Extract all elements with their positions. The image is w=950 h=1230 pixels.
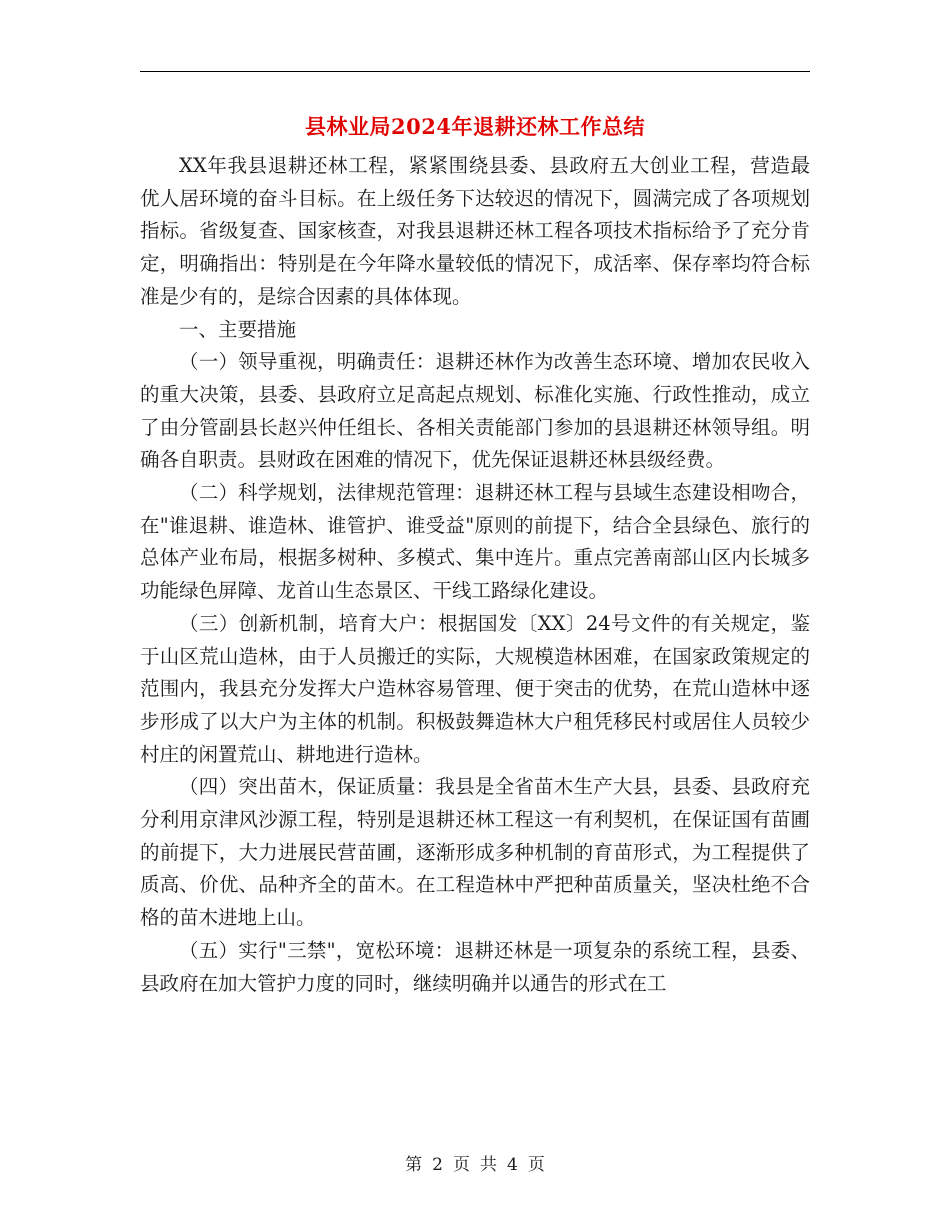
section-heading: 一、主要措施 — [179, 317, 297, 341]
paragraph-measure-2: （二）科学规划，法律规范管理：退耕还林工程与县域生态建设相吻合，在"谁退耕、谁造林、谁管护、谁受益"原则的前提下，结合全县绿色、旅行的总体产业布局，根据多树种、多模式、集中连片。重点完善南部山区内长城多功能绿色屏障、龙首山生态景区、干线工路绿化建设。 — [140, 481, 810, 603]
paragraph-measure-4: （四）突出苗木，保证质量：我县是全省苗木生产大县，县委、县政府充分利用京津风沙源工程，特别是退耕还林工程这一有利契机，在保证国有苗圃的前提下，大力进展民营苗圃，逐渐形成多种机制的育苗形式，为工程提供了质高、价优、品种齐全的苗木。在工程造林中严把种苗质量关，坚决杜绝不合格的苗木进地上山。 — [140, 775, 810, 930]
paragraph-intro: XX年我县退耕还林工程，紧紧围绕县委、县政府五大创业工程，营造最优人居环境的奋斗目标。在上级任务下达较迟的情况下，圆满完成了各项规划指标。省级复查、国家核查，对我县退耕还林工程各项技术指标给予了充分肯定，明确指出：特别是在今年降水量较低的情况下，成活率、保存率均符合标准是少有的，是综合因素的具体体现。 — [140, 154, 810, 308]
page-footer — [140, 1153, 810, 1177]
footer-total-pages: 4 — [507, 1155, 518, 1175]
footer-prefix: 第 — [405, 1155, 423, 1175]
footer-suffix: 页 — [527, 1155, 545, 1175]
header-rule — [140, 71, 810, 72]
footer-page-word: 页 — [453, 1155, 470, 1175]
footer-total-word: 共 — [480, 1155, 497, 1175]
paragraph-measure-1: （一）领导重视，明确责任：退耕还林作为改善生态环境、增加农民收入的重大决策，县委、县政府立足高起点规划、标准化实施、行政性推动，成立了由分管副县长赵兴仲任组长、各相关责能部门参加的县退耕还林领导组。明确各自职责。县财政在困难的情况下，优先保证退耕还林县级经费。 — [140, 350, 810, 472]
document-body — [140, 150, 810, 1000]
document-title: 县林业局2024年退耕还林工作总结 — [305, 114, 645, 139]
paragraph-measure-3: （三）创新机制，培育大户：根据国发〔XX〕24号文件的有关规定，鉴于山区荒山造林，由于人员搬迁的实际，大规模造林困难，在国家政策规定的范围内，我县充分发挥大户造林容易管理、便于突击的优势，在荒山造林中逐步形成了以大户为主体的机制。积极鼓舞造林大户租凭移民村或居住人员较少村庄的闲置荒山、耕地进行造林。 — [140, 611, 810, 766]
footer-current-page: 2 — [432, 1155, 443, 1175]
paragraph-measure-5: （五）实行"三禁"，宽松环境：退耕还林是一项复杂的系统工程，县委、县政府在加大管护力度的同时，继续明确并以通告的形式在工 — [140, 938, 810, 995]
